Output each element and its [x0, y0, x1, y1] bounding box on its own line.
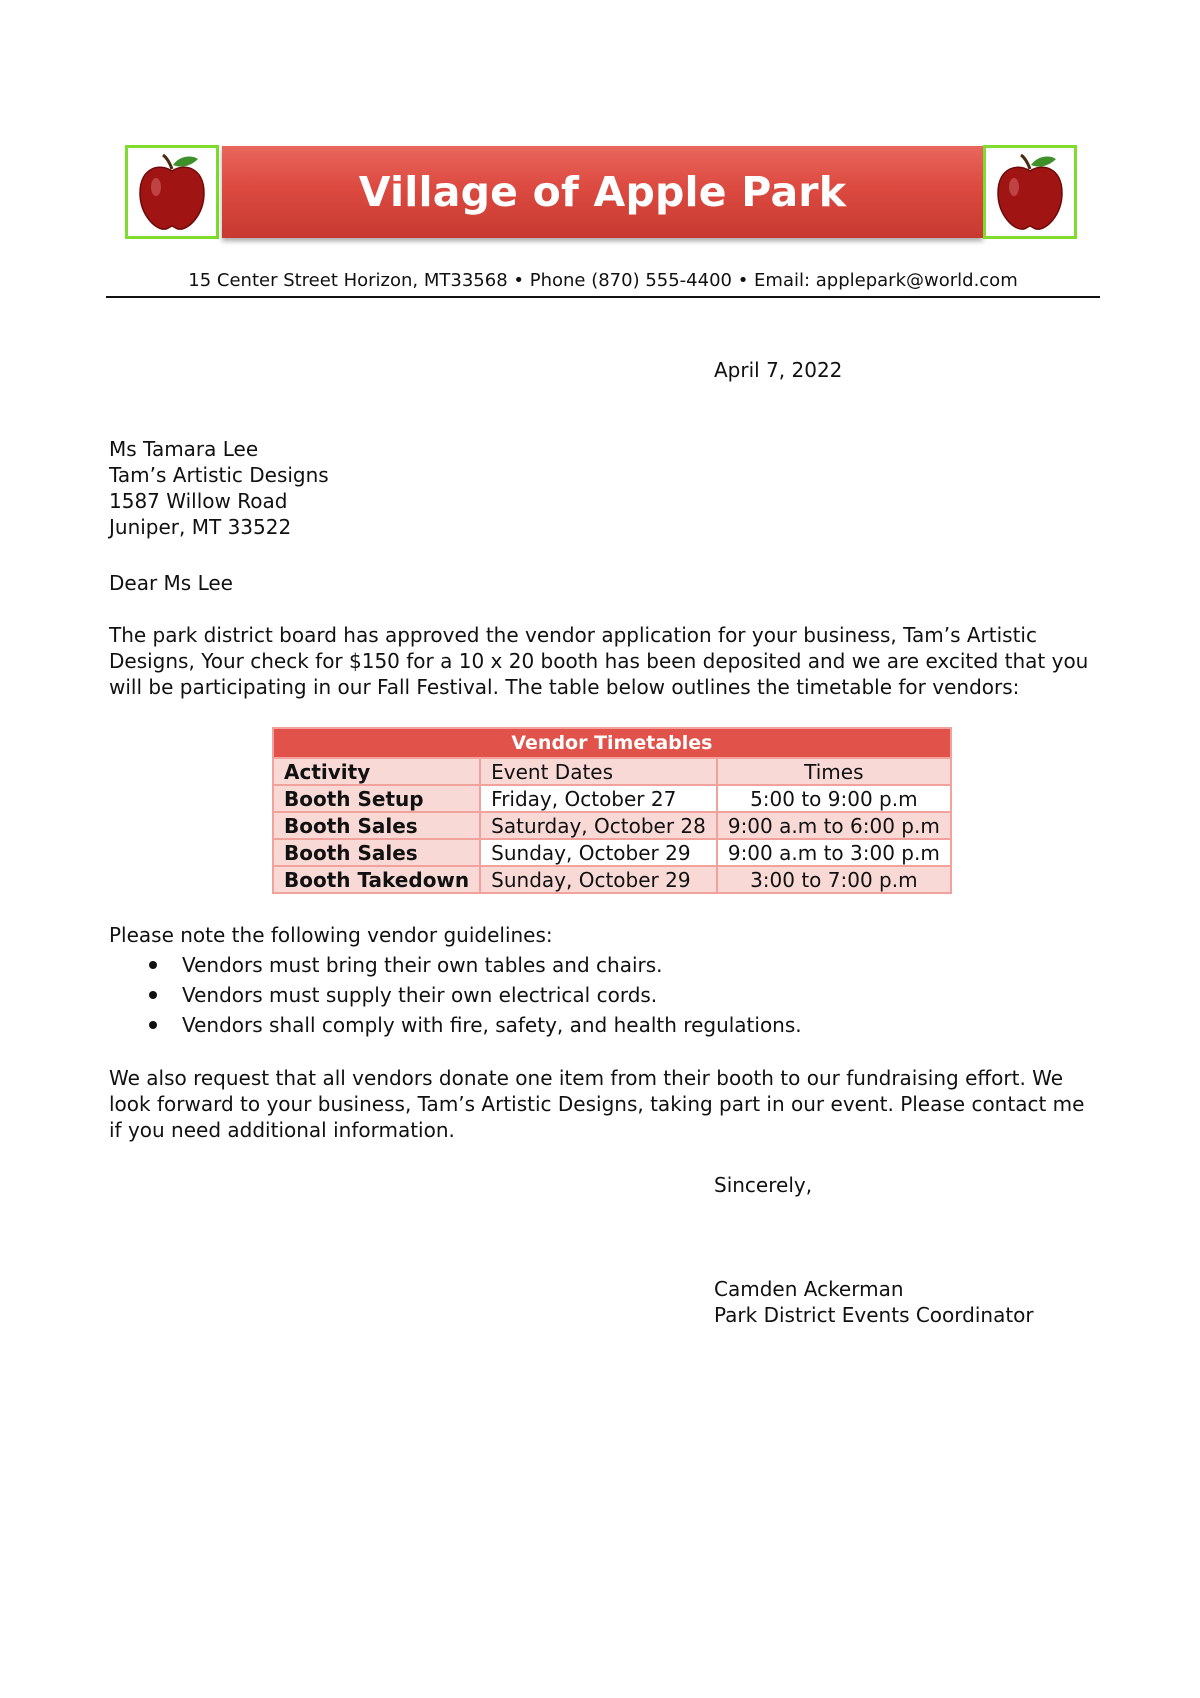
row-activity: Booth Setup [273, 785, 480, 812]
table-row [273, 866, 951, 893]
signer-name: Camden Ackerman [714, 1277, 904, 1301]
recipient-street: 1587 Willow Road [109, 489, 288, 513]
apple-icon [136, 153, 208, 231]
recipient-name: Ms Tamara Lee [109, 437, 259, 461]
closing: Sincerely, [714, 1173, 813, 1197]
letterhead-banner [222, 146, 983, 238]
list-item: Vendors shall comply with fire, safety, and health regulations. [109, 1012, 802, 1042]
row-time: 5:00 to 9:00 p.m [717, 785, 951, 812]
table-row [273, 839, 951, 866]
table-caption: Vendor Timetables [273, 728, 951, 758]
table-row [273, 785, 951, 812]
header-event-dates: Event Dates [480, 758, 717, 785]
header-divider [106, 296, 1100, 298]
letter-date: April 7, 2022 [714, 358, 843, 382]
row-date: Friday, October 27 [480, 785, 717, 812]
list-item: Vendors must bring their own tables and chairs. [109, 952, 802, 982]
header-activity: Activity [273, 758, 480, 785]
vendor-timetable [272, 727, 952, 894]
guidelines-intro: Please note the following vendor guidelines: [109, 923, 553, 947]
row-date: Sunday, October 29 [480, 866, 717, 893]
row-activity: Booth Sales [273, 812, 480, 839]
row-activity: Booth Takedown [273, 866, 480, 893]
recipient-city: Juniper, MT 33522 [109, 515, 292, 539]
header-times: Times [717, 758, 951, 785]
row-time: 9:00 a.m to 6:00 p.m [717, 812, 951, 839]
apple-icon [994, 153, 1066, 231]
letterhead-title: Village of Apple Park [358, 168, 847, 216]
list-item: Vendors must supply their own electrical cords. [109, 982, 802, 1012]
salutation: Dear Ms Lee [109, 571, 233, 595]
body-paragraph-2: We also request that all vendors donate one item from their booth to our fundraising effort. We look forward to your business, Tam’s Artistic Designs, taking part in our event. Please contact me if you need additional information. [109, 1066, 1085, 1142]
recipient-company: Tam’s Artistic Designs [109, 463, 329, 487]
row-time: 3:00 to 7:00 p.m [717, 866, 951, 893]
guidelines-list [109, 952, 802, 1042]
signer-title: Park District Events Coordinator [714, 1303, 1034, 1327]
row-date: Sunday, October 29 [480, 839, 717, 866]
table-row [273, 812, 951, 839]
logo-right [983, 145, 1077, 239]
table-header-row [273, 758, 951, 785]
contact-line: 15 Center Street Horizon, MT33568 • Phone (870) 555-4400 • Email: applepark@world.com [188, 270, 1018, 291]
body-paragraph-1: The park district board has approved the vendor application for your business, Tam’s Artistic Designs, Your check for $150 for a 10 x 20 booth has been deposited and we are excited that you will be participating in our Fall Festival. The table below outlines the timetable for vendors: [109, 623, 1089, 699]
logo-left [125, 145, 219, 239]
signature-block [714, 1276, 1034, 1328]
row-activity: Booth Sales [273, 839, 480, 866]
row-date: Saturday, October 28 [480, 812, 717, 839]
recipient-address [109, 436, 329, 540]
row-time: 9:00 a.m to 3:00 p.m [717, 839, 951, 866]
